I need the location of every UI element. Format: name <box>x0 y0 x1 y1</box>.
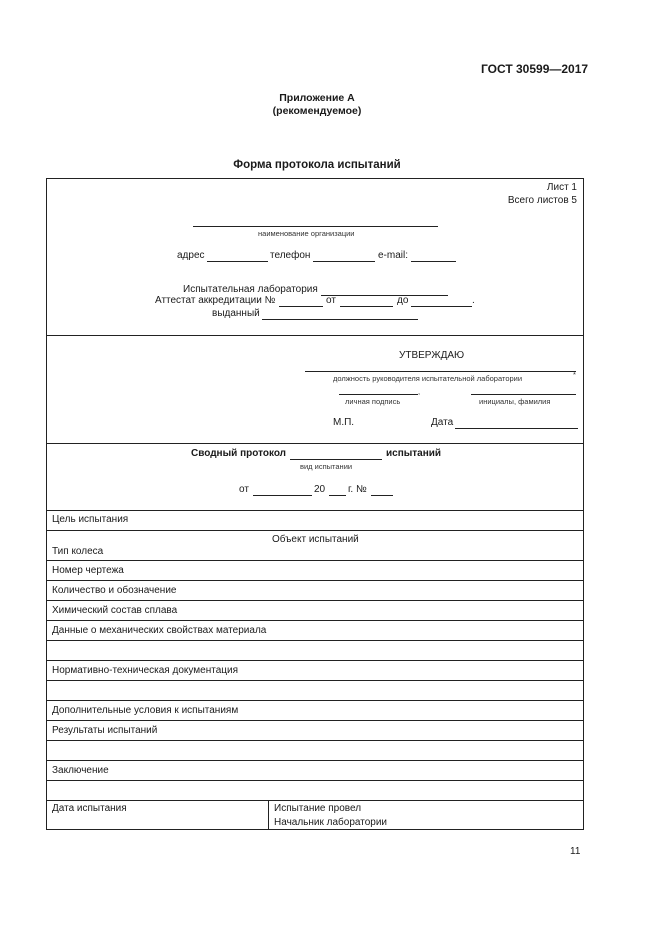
test-type-line[interactable] <box>290 459 382 460</box>
phone-label: телефон <box>270 250 311 261</box>
protocol-from-label: от <box>239 484 249 495</box>
quantity-label: Количество и обозначение <box>52 585 177 596</box>
position-line[interactable] <box>305 371 576 372</box>
divider-row <box>46 700 584 701</box>
issued-label: выданный <box>212 308 260 319</box>
divider-row <box>46 600 584 601</box>
divider-row <box>46 800 584 801</box>
lab-head-label: Начальник лаборатории <box>274 817 387 828</box>
chemical-composition-label: Химический состав сплава <box>52 605 178 616</box>
sheet-number: Лист 1 <box>546 182 577 193</box>
lab-label: Испытательная лаборатория <box>183 284 318 295</box>
accreditation-label: Аттестат аккредитации № <box>155 295 276 306</box>
protocol-year-line[interactable] <box>329 495 346 496</box>
protocol-number-label: г. № <box>348 484 367 495</box>
drawing-number-label: Номер чертежа <box>52 565 124 576</box>
approval-date-line[interactable] <box>455 428 578 429</box>
test-type-caption: вид испытании <box>300 462 353 471</box>
normative-docs-label: Нормативно-техническая документация <box>52 665 238 676</box>
purpose-label: Цель испытания <box>52 514 129 525</box>
page-number: 11 <box>570 846 581 857</box>
conclusion-label: Заключение <box>52 765 109 776</box>
address-line[interactable] <box>207 261 268 262</box>
email-line[interactable] <box>411 261 456 262</box>
divider-row <box>46 740 584 741</box>
divider-protocol <box>46 510 584 511</box>
standard-number: ГОСТ 30599—2017 <box>481 62 589 76</box>
appendix-status: (рекомендуемое) <box>272 105 362 117</box>
protocol-summary-label: Сводный протокол <box>191 448 287 459</box>
divider-row <box>46 620 584 621</box>
accreditation-number-line[interactable] <box>279 306 323 307</box>
approval-heading: УТВЕРЖДАЮ <box>399 350 465 361</box>
accreditation-to-label: до <box>397 295 409 306</box>
signature-comma: , <box>418 387 421 396</box>
address-label: адрес <box>177 250 205 261</box>
additional-conditions-label: Дополнительные условия к испытаниям <box>52 705 239 716</box>
full-name-caption: инициалы, фамилия <box>479 397 551 406</box>
full-name-line[interactable] <box>471 394 576 395</box>
org-name-line[interactable] <box>193 226 438 227</box>
divider-row <box>46 780 584 781</box>
signature-caption: личная подпись <box>345 397 401 406</box>
issued-line[interactable] <box>262 319 418 320</box>
divider-row <box>46 640 584 641</box>
accreditation-from-label: от <box>326 295 336 306</box>
signature-line[interactable] <box>339 394 418 395</box>
divider-row <box>46 720 584 721</box>
divider-row <box>46 530 584 531</box>
approval-date-label: Дата <box>431 417 454 428</box>
protocol-day-line[interactable] <box>253 495 312 496</box>
form-title: Форма протокола испытаний <box>233 159 401 171</box>
org-name-caption: наименование организации <box>258 229 355 238</box>
protocol-number-line[interactable] <box>371 495 393 496</box>
protocol-year-label: 20 <box>314 484 326 495</box>
test-date-label: Дата испытания <box>52 803 127 814</box>
position-footnote-mark: * <box>573 370 576 379</box>
divider-approval <box>46 443 584 444</box>
accreditation-from-line[interactable] <box>340 306 393 307</box>
wheel-type-label: Тип колеса <box>52 546 104 557</box>
divider-row <box>46 760 584 761</box>
object-heading: Объект испытаний <box>272 534 359 545</box>
results-label: Результаты испытаний <box>52 725 158 736</box>
sheet-total: Всего листов 5 <box>507 195 577 206</box>
protocol-tests-label: испытаний <box>386 448 442 459</box>
divider-row <box>46 580 584 581</box>
conducted-by-label: Испытание провел <box>274 803 362 814</box>
phone-line[interactable] <box>313 261 375 262</box>
mechanical-properties-label: Данные о механических свойствах материала <box>52 625 267 636</box>
divider-row <box>46 660 584 661</box>
stamp-label: М.П. <box>333 417 355 428</box>
accreditation-period: . <box>472 295 475 306</box>
accreditation-to-line[interactable] <box>411 306 472 307</box>
position-caption: должность руководителя испытательной лаборатории <box>333 374 523 383</box>
divider-row <box>46 680 584 681</box>
appendix-title: Приложение А <box>279 92 355 104</box>
divider-row <box>46 560 584 561</box>
email-label: e-mail: <box>378 250 409 261</box>
lab-line[interactable] <box>321 295 448 296</box>
divider-vertical <box>268 800 269 830</box>
divider-org <box>46 335 584 336</box>
